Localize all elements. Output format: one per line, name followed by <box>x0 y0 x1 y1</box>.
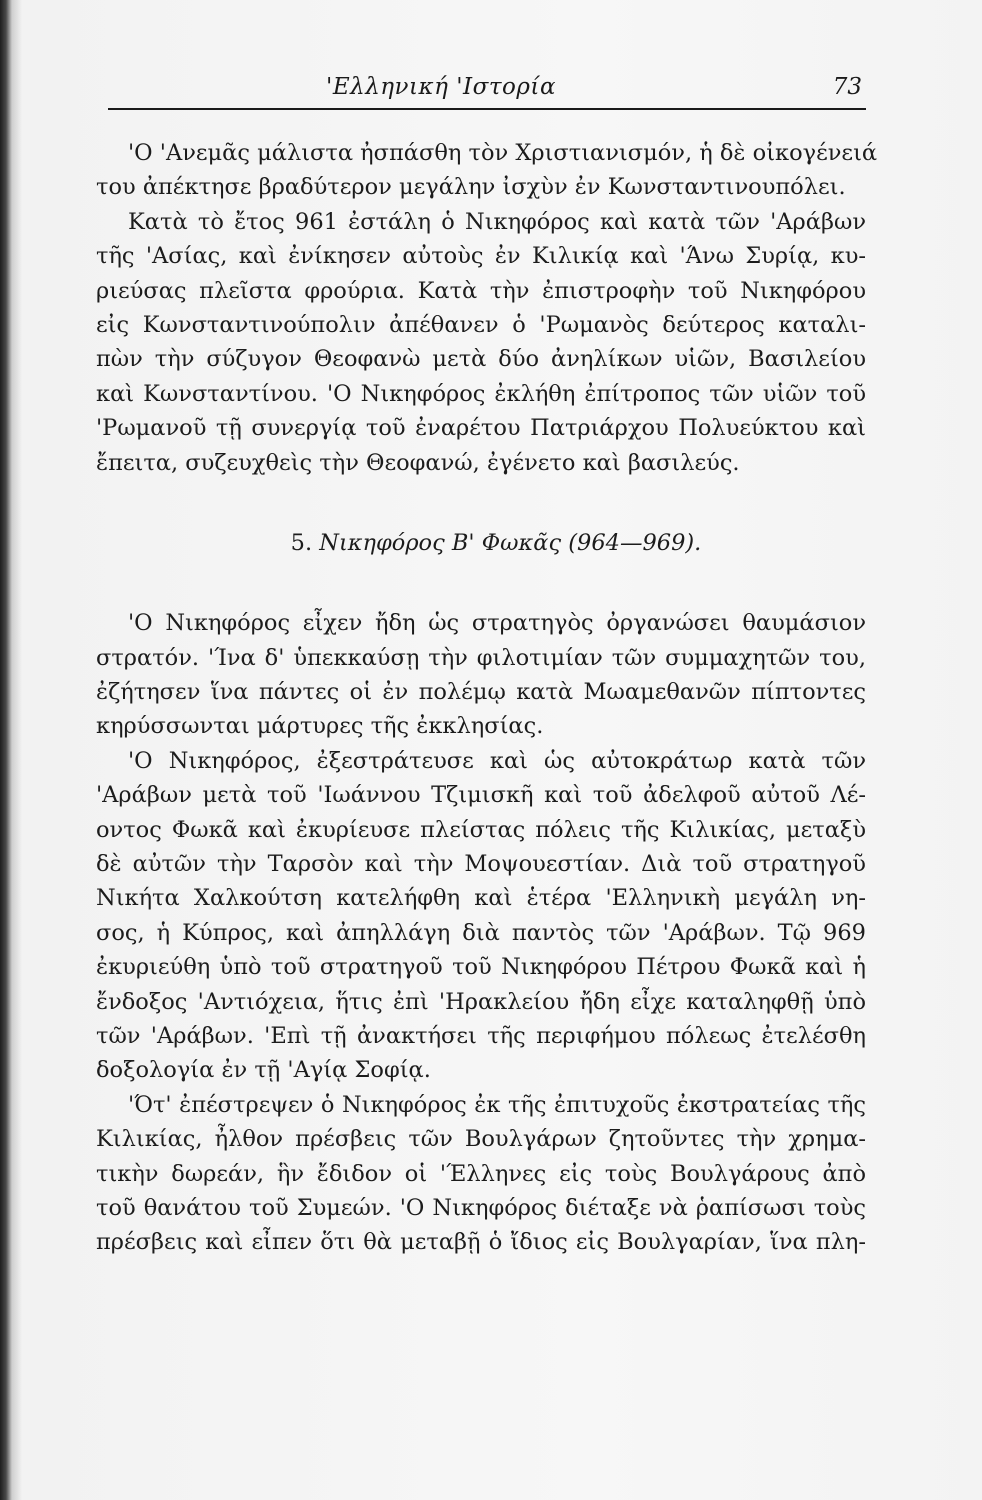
section-gap <box>96 480 866 526</box>
page-header <box>106 74 866 104</box>
text-line: τικὴν δωρεάν, ἣν ἔδιδον οἱ 'Έλληνες εἰς τοὺς Βουλγάρους ἀπὸ <box>96 1160 866 1187</box>
text-line: ριεύσας πλεῖστα φρούρια. Κατὰ τὴν ἐπιστροφὴν τοῦ Νικηφόρου <box>96 277 866 304</box>
section-title: Νικηφόρος Β' Φωκᾶς (964—969). <box>319 529 702 556</box>
text-line: ἐκυριεύθη ὑπὸ τοῦ στρατηγοῦ τοῦ Νικηφόρου Πέτρου Φωκᾶ καὶ ἡ <box>96 954 866 981</box>
text-line: εἰς Κωνσταντινούπολιν ἀπέθανεν ὁ 'Ρωμανὸς δεύτερος καταλι- <box>96 311 866 338</box>
text-line: στρατόν. 'Ίνα δ' ὑπεκκαύσῃ τὴν φιλοτιμίαν τῶν συμμαχητῶν του, <box>96 644 866 671</box>
text-line: κηρύσσωνται μάρτυρες τῆς ἐκκλησίας. <box>96 713 544 740</box>
text-line: ἐζήτησεν ἵνα πάντες οἱ ἐν πολέμῳ κατὰ Μωαμεθανῶν πίπτοντες <box>96 679 866 706</box>
text-line: 'Αράβων μετὰ τοῦ 'Ιωάννου Τζιμισκῆ καὶ τοῦ ἀδελφοῦ αὐτοῦ Λέ- <box>96 782 866 809</box>
text-line: 'Ο 'Ανεμᾶς μάλιστα ἠσπάσθη τὸν Χριστιανισμόν, ἡ δὲ οἰκογένειά <box>128 140 878 166</box>
text-line: τῆς 'Ασίας, καὶ ἐνίκησεν αὐτοὺς ἐν Κιλικίᾳ καὶ 'Άνω Συρίᾳ, κυ- <box>96 243 866 270</box>
section-heading <box>96 526 866 560</box>
text-line: δὲ αὐτῶν τὴν Ταρσὸν καὶ τὴν Μοψουεστίαν. Διὰ τοῦ στρατηγοῦ <box>96 851 866 878</box>
text-line: Κιλικίας, ἦλθον πρέσβεις τῶν Βουλγάρων ζητοῦντες τὴν χρημα- <box>96 1126 866 1153</box>
text-line: ἔνδοξος 'Αντιόχεια, ἥτις ἐπὶ 'Ηρακλείου ἤδη εἶχε καταληφθῇ ὑπὸ <box>96 988 866 1015</box>
paragraph-3 <box>96 606 866 744</box>
section-number: 5. <box>290 529 313 556</box>
text-line: δοξολογία ἐν τῇ 'Αγίᾳ Σοφίᾳ. <box>96 1057 431 1084</box>
paragraph-2 <box>96 205 866 480</box>
text-line: 'Ο Νικηφόρος εἶχεν ἤδη ὡς στρατηγὸς ὀργανώσει θαυμάσιον <box>128 610 866 637</box>
page-number: 73 <box>832 74 862 100</box>
text-line: Κατὰ τὸ ἔτος 961 ἐστάλη ὁ Νικηφόρος καὶ κατὰ τῶν 'Αράβων <box>128 208 866 235</box>
text-line: σος, ἡ Κύπρος, καὶ ἀπηλλάγη διὰ παντὸς τῶν 'Αράβων. Τῷ 969 <box>96 919 866 946</box>
text-line: 'Ότ' ἐπέστρεψεν ὁ Νικηφόρος ἐκ τῆς ἐπιτυχοῦς ἐκστρατείας τῆς <box>128 1091 866 1118</box>
paragraph-1 <box>96 136 878 205</box>
text-line: Νικήτα Χαλκούτση κατελήφθη καὶ ἑτέρα 'Ελληνικὴ μεγάλη νη- <box>96 885 866 912</box>
running-title: 'Ελληνική 'Ιστορία <box>326 74 556 100</box>
section-gap <box>96 560 866 606</box>
text-line: τῶν 'Αράβων. 'Επὶ τῇ ἀνακτήσει τῆς περιφήμου πόλεως ἐτελέσθη <box>96 1022 866 1049</box>
header-rule <box>108 108 866 110</box>
text-line: τοῦ θανάτου τοῦ Συμεών. 'Ο Νικηφόρος διέταξε νὰ ῥαπίσωσι τοὺς <box>96 1194 866 1221</box>
text-line: ἔπειτα, συζευχθεὶς τὴν Θεοφανώ, ἐγένετο καὶ βασιλεύς. <box>96 449 740 476</box>
paragraph-4 <box>96 744 866 1088</box>
body-text <box>96 136 878 1260</box>
text-line: του ἀπέκτησε βραδύτερον μεγάλην ἰσχὺν ἐν Κωνσταντινουπόλει. <box>96 174 846 201</box>
text-line: πρέσβεις καὶ εἶπεν ὅτι θὰ μεταβῇ ὁ ἴδιος εἰς Βουλγαρίαν, ἵνα πλη- <box>96 1229 866 1256</box>
text-line: 'Ο Νικηφόρος, ἐξεστράτευσε καὶ ὡς αὐτοκράτωρ κατὰ τῶν <box>128 747 866 774</box>
text-line: οντος Φωκᾶ καὶ ἐκυρίευσε πλείστας πόλεις τῆς Κιλικίας, μεταξὺ <box>96 816 866 843</box>
text-line: πὼν τὴν σύζυγον Θεοφανὼ μετὰ δύο ἀνηλίκων υἱῶν, Βασιλείου <box>96 346 866 373</box>
paragraph-5 <box>96 1088 866 1260</box>
text-line: καὶ Κωνσταντίνου. 'Ο Νικηφόρος ἐκλήθη ἐπίτροπος τῶν υἱῶν τοῦ <box>96 380 866 407</box>
text-line: 'Ρωμανοῦ τῇ συνεργίᾳ τοῦ ἐναρέτου Πατριάρχου Πολυεύκτου καὶ <box>96 415 866 442</box>
